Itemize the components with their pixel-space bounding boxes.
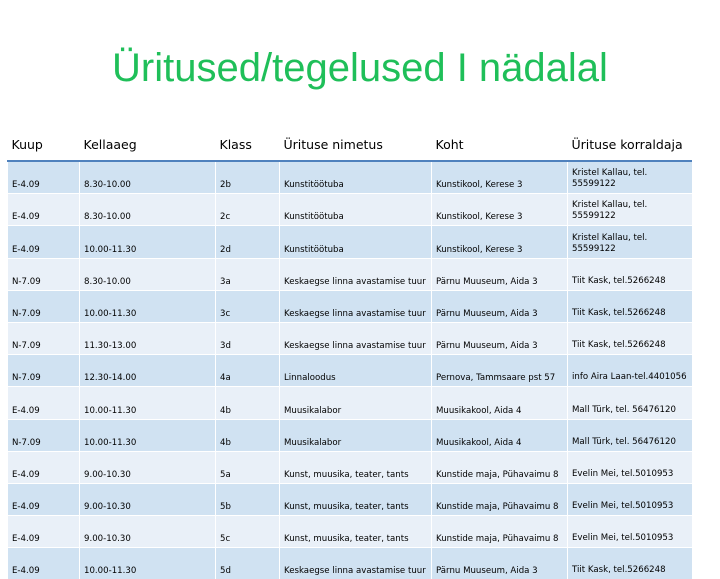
table-row — [8, 290, 692, 322]
cell-location: Kunstikool, Kerese 3 — [432, 226, 568, 258]
cell-time: 8.30-10.00 — [80, 161, 216, 194]
cell-organizer: Tiit Kask, tel.5266248 — [568, 258, 692, 290]
cell-class: 3a — [216, 258, 280, 290]
cell-event-name: Kunst, muusika, teater, tants — [280, 451, 432, 483]
cell-time: 8.30-10.00 — [80, 194, 216, 226]
header-date: Kuup — [8, 128, 80, 161]
cell-time: 12.30-14.00 — [80, 355, 216, 387]
cell-location: Pernova, Tammsaare pst 57 — [432, 355, 568, 387]
table-row — [8, 548, 692, 579]
cell-date: N-7.09 — [8, 322, 80, 354]
cell-organizer: Evelin Mei, tel.5010953 — [568, 516, 692, 548]
events-table — [7, 128, 692, 579]
cell-time: 9.00-10.30 — [80, 516, 216, 548]
cell-class: 2c — [216, 194, 280, 226]
cell-location: Kunstide maja, Pühavaimu 8 — [432, 451, 568, 483]
table-row — [8, 194, 692, 226]
cell-location: Pärnu Muuseum, Aida 3 — [432, 290, 568, 322]
cell-organizer: info Aira Laan-tel.4401056 — [568, 355, 692, 387]
cell-class: 3d — [216, 322, 280, 354]
cell-class: 5d — [216, 548, 280, 579]
cell-date: E-4.09 — [8, 548, 80, 579]
cell-event-name: Kunstitöötuba — [280, 161, 432, 194]
cell-organizer: Tiit Kask, tel.5266248 — [568, 548, 692, 579]
header-class: Klass — [216, 128, 280, 161]
table-header-row — [8, 128, 692, 161]
table-row — [8, 483, 692, 515]
cell-class: 4a — [216, 355, 280, 387]
cell-organizer: Evelin Mei, tel.5010953 — [568, 483, 692, 515]
cell-location: Muusikakool, Aida 4 — [432, 387, 568, 419]
cell-date: E-4.09 — [8, 226, 80, 258]
cell-class: 5c — [216, 516, 280, 548]
cell-location: Kunstikool, Kerese 3 — [432, 194, 568, 226]
cell-date: N-7.09 — [8, 419, 80, 451]
cell-organizer: Mall Türk, tel. 56476120 — [568, 387, 692, 419]
cell-date: E-4.09 — [8, 483, 80, 515]
cell-organizer: Evelin Mei, tel.5010953 — [568, 451, 692, 483]
cell-date: E-4.09 — [8, 194, 80, 226]
table-row — [8, 161, 692, 194]
header-organizer: Ürituse korraldaja — [568, 128, 692, 161]
cell-class: 2d — [216, 226, 280, 258]
header-location: Koht — [432, 128, 568, 161]
cell-location: Pärnu Muuseum, Aida 3 — [432, 322, 568, 354]
cell-date: E-4.09 — [8, 387, 80, 419]
cell-event-name: Kunst, muusika, teater, tants — [280, 516, 432, 548]
cell-class: 2b — [216, 161, 280, 194]
cell-class: 5a — [216, 451, 280, 483]
cell-organizer: Kristel Kallau, tel. 55599122 — [568, 226, 692, 258]
cell-time: 10.00-11.30 — [80, 548, 216, 579]
cell-time: 9.00-10.30 — [80, 451, 216, 483]
cell-date: E-4.09 — [8, 451, 80, 483]
cell-time: 9.00-10.30 — [80, 483, 216, 515]
cell-event-name: Muusikalabor — [280, 387, 432, 419]
cell-location: Kunstide maja, Pühavaimu 8 — [432, 483, 568, 515]
cell-event-name: Keskaegse linna avastamise tuur — [280, 322, 432, 354]
table-row — [8, 516, 692, 548]
cell-organizer: Kristel Kallau, tel. 55599122 — [568, 161, 692, 194]
cell-event-name: Muusikalabor — [280, 419, 432, 451]
cell-class: 3c — [216, 290, 280, 322]
cell-organizer: Tiit Kask, tel.5266248 — [568, 290, 692, 322]
cell-event-name: Linnaloodus — [280, 355, 432, 387]
header-time: Kellaaeg — [80, 128, 216, 161]
cell-location: Pärnu Muuseum, Aida 3 — [432, 548, 568, 579]
cell-event-name: Keskaegse linna avastamise tuur — [280, 258, 432, 290]
table-row — [8, 355, 692, 387]
cell-event-name: Keskaegse linna avastamise tuur — [280, 548, 432, 579]
cell-location: Muusikakool, Aida 4 — [432, 419, 568, 451]
cell-time: 8.30-10.00 — [80, 258, 216, 290]
cell-organizer: Mall Türk, tel. 56476120 — [568, 419, 692, 451]
cell-class: 4b — [216, 387, 280, 419]
cell-organizer: Tiit Kask, tel.5266248 — [568, 322, 692, 354]
table-row — [8, 322, 692, 354]
cell-time: 11.30-13.00 — [80, 322, 216, 354]
table-row — [8, 258, 692, 290]
table-row — [8, 387, 692, 419]
header-event-name: Ürituse nimetus — [280, 128, 432, 161]
cell-location: Kunstikool, Kerese 3 — [432, 161, 568, 194]
cell-organizer: Kristel Kallau, tel. 55599122 — [568, 194, 692, 226]
table-body — [8, 161, 692, 579]
cell-class: 4b — [216, 419, 280, 451]
cell-event-name: Kunst, muusika, teater, tants — [280, 483, 432, 515]
table-row — [8, 451, 692, 483]
cell-event-name: Kunstitöötuba — [280, 194, 432, 226]
table-row — [8, 419, 692, 451]
cell-date: E-4.09 — [8, 161, 80, 194]
cell-time: 10.00-11.30 — [80, 226, 216, 258]
cell-date: N-7.09 — [8, 355, 80, 387]
cell-time: 10.00-11.30 — [80, 419, 216, 451]
cell-date: N-7.09 — [8, 290, 80, 322]
cell-time: 10.00-11.30 — [80, 290, 216, 322]
cell-time: 10.00-11.30 — [80, 387, 216, 419]
cell-location: Kunstide maja, Pühavaimu 8 — [432, 516, 568, 548]
cell-class: 5b — [216, 483, 280, 515]
cell-event-name: Kunstitöötuba — [280, 226, 432, 258]
cell-date: E-4.09 — [8, 516, 80, 548]
cell-location: Pärnu Muuseum, Aida 3 — [432, 258, 568, 290]
table-row — [8, 226, 692, 258]
page-title: Üritused/tegelused I nädalal — [112, 46, 608, 90]
cell-date: N-7.09 — [8, 258, 80, 290]
cell-event-name: Keskaegse linna avastamise tuur — [280, 290, 432, 322]
